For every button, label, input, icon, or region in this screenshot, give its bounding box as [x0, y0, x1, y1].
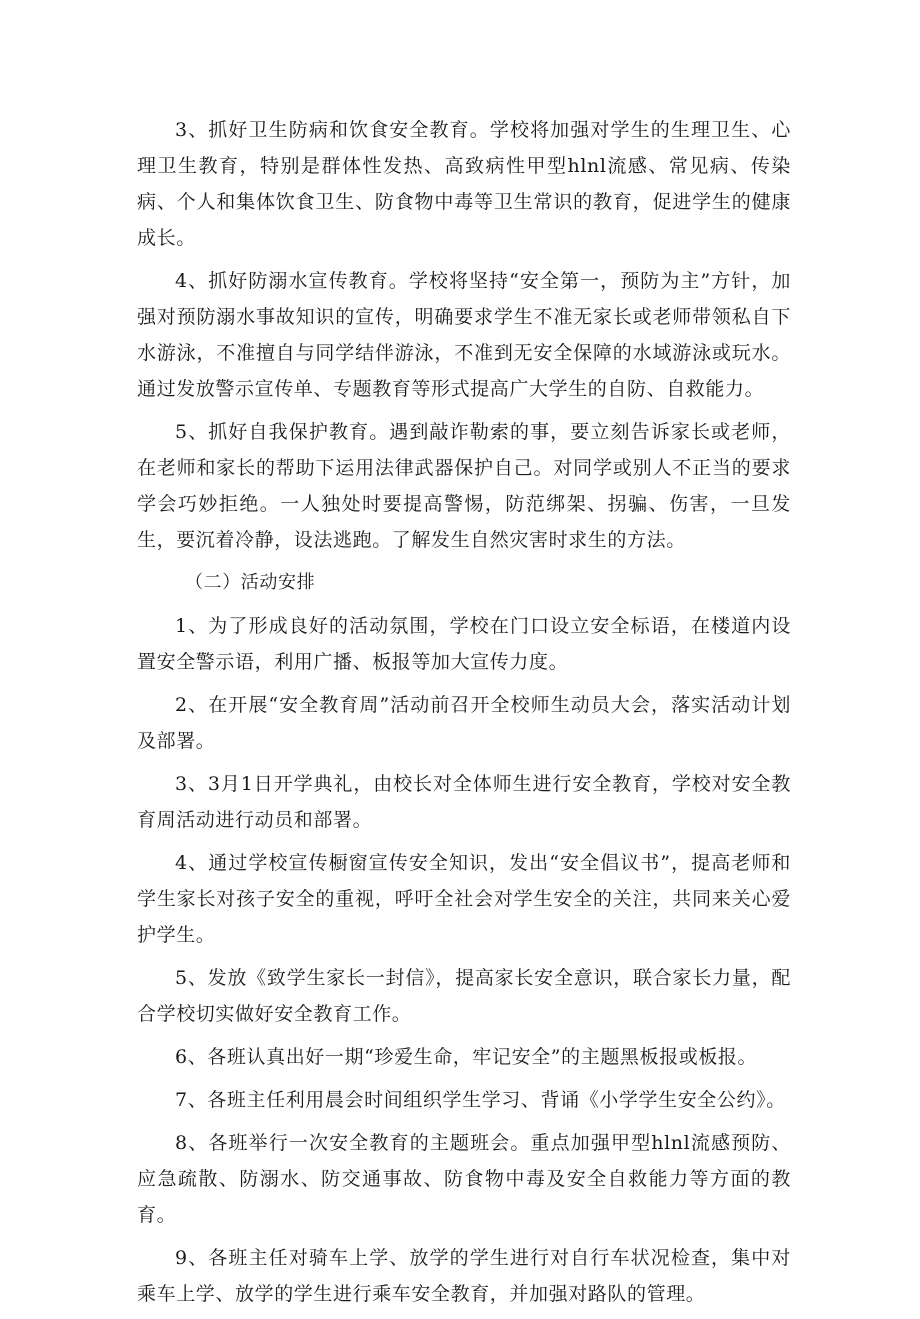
activity-item-9: 9、各班主任对骑车上学、放学的学生进行对自行车状况检查，集中对乘车上学、放学的学生进行乘车安全教育，并加强对路队的管理。 [137, 1247, 791, 1305]
section-heading: （二）活动安排 [185, 572, 316, 593]
paragraph-drowning-prevention: 4、抓好防溺水宣传教育。学校将坚持“安全第一，预防为主”方针，加强对预防溺水事故知识的宣传，明确要求学生不准无家长或老师带领私自下水游泳，不准擅自与同学结伴游泳，不准到无安全保障的水域游泳或玩水。通过发放警示宣传单、专题教育等形式提高广大学生的自防、自救能力。 [137, 270, 791, 400]
activity-item-3: 3、3月1日开学典礼，由校长对全体师生进行安全教育，学校对安全教育周活动进行动员和部署。 [137, 773, 791, 831]
document-page [137, 112, 791, 1319]
activity-item-6: 6、各班认真出好一期“珍爱生命，牢记安全”的主题黑板报或板报。 [175, 1046, 758, 1068]
activity-item-4: 4、通过学校宣传橱窗宣传安全知识，发出“安全倡议书”，提高老师和学生家长对孩子安全的重视，呼吁全社会对学生安全的关注，共同来关心爱护学生。 [137, 852, 791, 946]
activity-item-2: 2、在开展“安全教育周”活动前召开全校师生动员大会，落实活动计划及部署。 [137, 694, 791, 752]
paragraph-hygiene-education: 3、抓好卫生防病和饮食安全教育。学校将加强对学生的生理卫生、心理卫生教育，特别是群体性发热、高致病性甲型hlnl流感、常见病、传染病、个人和集体饮食卫生、防食物中毒等卫生常识的教育，促进学生的健康成长。 [137, 119, 791, 249]
activity-item-5: 5、发放《致学生家长一封信》，提高家长安全意识，联合家长力量，配合学校切实做好安全教育工作。 [137, 967, 791, 1025]
paragraph-self-protection: 5、抓好自我保护教育。遇到敲诈勒索的事，要立刻告诉家长或老师，在老师和家长的帮助下运用法律武器保护自己。对同学或别人不正当的要求学会巧妙拒绝。一人独处时要提高警惕，防范绑架、拐骗、伤害，一旦发生，要沉着冷静，设法逃跑。了解发生自然灾害时求生的方法。 [137, 421, 791, 551]
activity-item-1: 1、为了形成良好的活动氛围，学校在门口设立安全标语，在楼道内设置安全警示语，利用广播、板报等加大宣传力度。 [137, 615, 791, 673]
activity-item-7: 7、各班主任利用晨会时间组织学生学习、背诵《小学学生安全公约》。 [175, 1089, 786, 1111]
activity-item-8: 8、各班举行一次安全教育的主题班会。重点加强甲型hlnl流感预防、应急疏散、防溺水、防交通事故、防食物中毒及安全自救能力等方面的教育。 [137, 1132, 791, 1226]
